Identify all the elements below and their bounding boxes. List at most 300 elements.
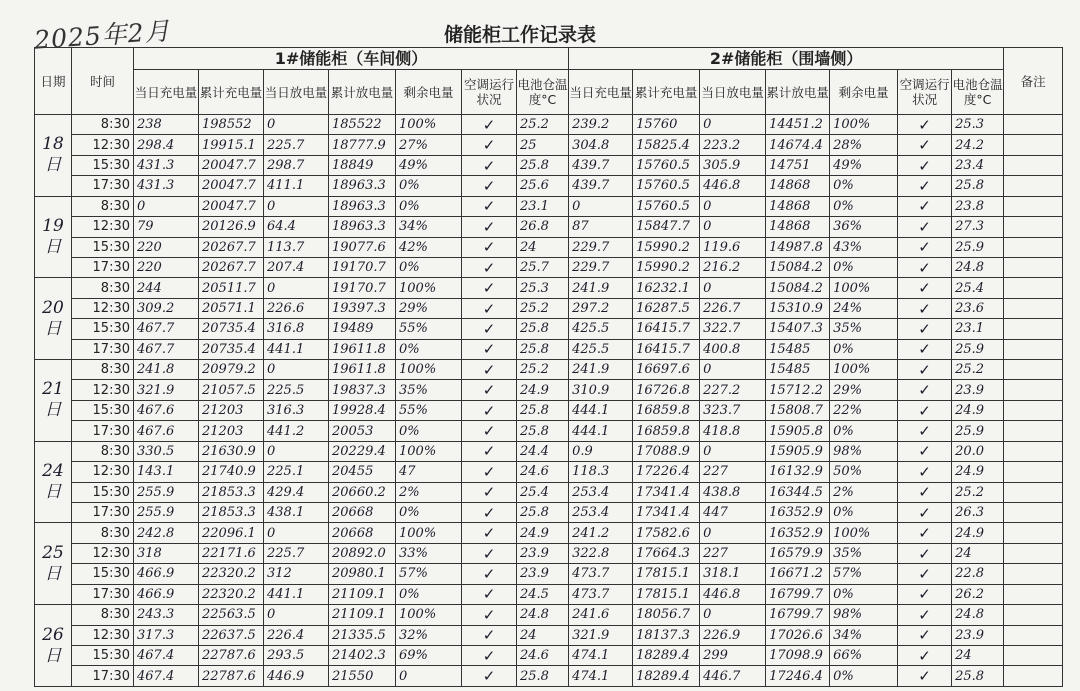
c2-total-discharge-cell: 14751 xyxy=(766,155,830,175)
c2-daily-charge-cell: 87 xyxy=(569,217,633,237)
c1-battery-temp-cell: 24.6 xyxy=(517,645,569,665)
c2-total-charge-cell: 16859.8 xyxy=(633,421,700,441)
c2-ac-status-check-icon: ✓ xyxy=(898,462,952,482)
remarks-cell xyxy=(1004,441,1063,461)
c1-total-charge-cell: 20979.2 xyxy=(199,360,264,380)
remarks-cell xyxy=(1004,155,1063,175)
c1-daily-charge-cell: 220 xyxy=(134,257,199,277)
c1-ac-status-check-icon: ✓ xyxy=(462,482,517,502)
c1-total-charge-cell: 21740.9 xyxy=(199,462,264,482)
c1-daily-discharge-cell: 0 xyxy=(264,196,329,216)
c1-ac-status-check-icon: ✓ xyxy=(462,237,517,257)
c2-remaining-charge-cell: 49% xyxy=(830,155,898,175)
c1-remaining-charge-cell: 29% xyxy=(396,298,462,318)
table-row xyxy=(35,462,1063,482)
c1-daily-charge-cell: 298.4 xyxy=(134,135,199,155)
c2-daily-discharge-cell: 322.7 xyxy=(700,319,766,339)
c1-ac-status-check-icon: ✓ xyxy=(462,360,517,380)
c1-battery-temp-cell: 25.8 xyxy=(517,503,569,523)
c1-daily-charge-cell: 467.4 xyxy=(134,666,199,687)
c1-total-charge-cell: 20511.7 xyxy=(199,278,264,298)
c1-total-discharge-cell: 20455 xyxy=(329,462,396,482)
c2-daily-discharge-cell: 446.7 xyxy=(700,666,766,687)
c1-remaining-charge-cell: 57% xyxy=(396,564,462,584)
c1-daily-discharge-cell: 441.2 xyxy=(264,421,329,441)
c2-daily-discharge-cell: 226.7 xyxy=(700,298,766,318)
c1-daily-charge-cell: 467.6 xyxy=(134,421,199,441)
header-c1-daily-charge: 当日充电量 xyxy=(134,70,199,115)
c1-total-discharge-cell: 21109.1 xyxy=(329,605,396,625)
c2-ac-status-check-icon: ✓ xyxy=(898,115,952,135)
c2-daily-discharge-cell: 0 xyxy=(700,217,766,237)
c2-daily-discharge-cell: 0 xyxy=(700,360,766,380)
c1-battery-temp-cell: 25.8 xyxy=(517,155,569,175)
date-cell: 26日 xyxy=(35,605,72,687)
c1-remaining-charge-cell: 0% xyxy=(396,503,462,523)
remarks-cell xyxy=(1004,319,1063,339)
c1-daily-charge-cell: 242.8 xyxy=(134,523,199,543)
c2-total-discharge-cell: 14451.2 xyxy=(766,115,830,135)
c1-total-discharge-cell: 18777.9 xyxy=(329,135,396,155)
c2-daily-charge-cell: 241.6 xyxy=(569,605,633,625)
c2-ac-status-check-icon: ✓ xyxy=(898,155,952,175)
c2-remaining-charge-cell: 0% xyxy=(830,421,898,441)
header-time: 时间 xyxy=(72,48,134,115)
c2-total-discharge-cell: 15905.8 xyxy=(766,421,830,441)
c1-ac-status-check-icon: ✓ xyxy=(462,605,517,625)
c2-total-charge-cell: 18056.7 xyxy=(633,605,700,625)
c2-total-charge-cell: 17341.4 xyxy=(633,482,700,502)
c2-battery-temp-cell: 24 xyxy=(952,645,1004,665)
c2-battery-temp-cell: 25.9 xyxy=(952,339,1004,359)
c1-daily-charge-cell: 255.9 xyxy=(134,503,199,523)
c2-remaining-charge-cell: 0% xyxy=(830,584,898,604)
c2-battery-temp-cell: 24.8 xyxy=(952,257,1004,277)
c2-ac-status-check-icon: ✓ xyxy=(898,503,952,523)
c1-daily-charge-cell: 244 xyxy=(134,278,199,298)
time-cell: 15:30 xyxy=(72,645,134,665)
c1-daily-charge-cell: 467.6 xyxy=(134,400,199,420)
c2-daily-charge-cell: 297.2 xyxy=(569,298,633,318)
table-row xyxy=(35,584,1063,604)
c1-ac-status-check-icon: ✓ xyxy=(462,298,517,318)
c2-total-charge-cell: 17341.4 xyxy=(633,503,700,523)
c1-daily-charge-cell: 467.7 xyxy=(134,319,199,339)
c1-total-charge-cell: 21057.5 xyxy=(199,380,264,400)
c2-daily-discharge-cell: 227.2 xyxy=(700,380,766,400)
c1-battery-temp-cell: 25.8 xyxy=(517,339,569,359)
time-cell: 12:30 xyxy=(72,543,134,563)
date-cell: 21日 xyxy=(35,360,72,442)
c1-total-charge-cell: 22787.6 xyxy=(199,645,264,665)
c2-battery-temp-cell: 24.9 xyxy=(952,523,1004,543)
c2-daily-charge-cell: 241.9 xyxy=(569,278,633,298)
c1-remaining-charge-cell: 100% xyxy=(396,360,462,380)
c1-remaining-charge-cell: 49% xyxy=(396,155,462,175)
c2-total-discharge-cell: 14674.4 xyxy=(766,135,830,155)
header-c1-remaining: 剩余电量 xyxy=(396,70,462,115)
c2-battery-temp-cell: 26.2 xyxy=(952,584,1004,604)
c2-daily-charge-cell: 304.8 xyxy=(569,135,633,155)
table-row xyxy=(35,564,1063,584)
header-c2-total-discharge: 累计放电量 xyxy=(766,70,830,115)
c2-daily-discharge-cell: 446.8 xyxy=(700,584,766,604)
c2-remaining-charge-cell: 35% xyxy=(830,319,898,339)
c2-battery-temp-cell: 25.9 xyxy=(952,237,1004,257)
c1-battery-temp-cell: 25.8 xyxy=(517,421,569,441)
c1-total-charge-cell: 22637.5 xyxy=(199,625,264,645)
c2-remaining-charge-cell: 100% xyxy=(830,360,898,380)
c2-total-discharge-cell: 15485 xyxy=(766,339,830,359)
c2-remaining-charge-cell: 100% xyxy=(830,278,898,298)
c1-remaining-charge-cell: 100% xyxy=(396,278,462,298)
header-date: 日期 xyxy=(35,48,72,115)
c2-total-discharge-cell: 16352.9 xyxy=(766,523,830,543)
c2-daily-charge-cell: 439.7 xyxy=(569,176,633,196)
c2-battery-temp-cell: 23.6 xyxy=(952,298,1004,318)
c1-daily-charge-cell: 466.9 xyxy=(134,564,199,584)
c1-battery-temp-cell: 25.3 xyxy=(517,278,569,298)
c2-total-discharge-cell: 16344.5 xyxy=(766,482,830,502)
c1-daily-discharge-cell: 441.1 xyxy=(264,584,329,604)
c1-total-discharge-cell: 19928.4 xyxy=(329,400,396,420)
c1-ac-status-check-icon: ✓ xyxy=(462,339,517,359)
table-row xyxy=(35,625,1063,645)
c1-daily-charge-cell: 238 xyxy=(134,115,199,135)
c2-daily-discharge-cell: 438.8 xyxy=(700,482,766,502)
c2-ac-status-check-icon: ✓ xyxy=(898,645,952,665)
c2-daily-charge-cell: 241.2 xyxy=(569,523,633,543)
header-c1-total-discharge: 累计放电量 xyxy=(329,70,396,115)
c2-total-discharge-cell: 15905.9 xyxy=(766,441,830,461)
c2-daily-discharge-cell: 226.9 xyxy=(700,625,766,645)
c2-total-discharge-cell: 15084.2 xyxy=(766,278,830,298)
c2-remaining-charge-cell: 0% xyxy=(830,176,898,196)
c2-battery-temp-cell: 23.4 xyxy=(952,155,1004,175)
c2-remaining-charge-cell: 0% xyxy=(830,666,898,687)
c2-daily-charge-cell: 239.2 xyxy=(569,115,633,135)
table-row xyxy=(35,503,1063,523)
table-row xyxy=(35,666,1063,687)
energy-storage-log-table xyxy=(34,47,1063,687)
c2-daily-discharge-cell: 0 xyxy=(700,196,766,216)
c2-daily-charge-cell: 241.9 xyxy=(569,360,633,380)
c1-total-discharge-cell: 20668 xyxy=(329,503,396,523)
c2-daily-charge-cell: 310.9 xyxy=(569,380,633,400)
c1-daily-charge-cell: 243.3 xyxy=(134,605,199,625)
c1-total-charge-cell: 21853.3 xyxy=(199,503,264,523)
c1-total-charge-cell: 22787.6 xyxy=(199,666,264,687)
table-row xyxy=(35,380,1063,400)
c1-total-discharge-cell: 20892.0 xyxy=(329,543,396,563)
c1-daily-discharge-cell: 446.9 xyxy=(264,666,329,687)
header-cabinet-1: 1#储能柜（车间侧） xyxy=(134,48,569,70)
c1-battery-temp-cell: 24 xyxy=(517,625,569,645)
c1-total-charge-cell: 21853.3 xyxy=(199,482,264,502)
c1-daily-discharge-cell: 225.7 xyxy=(264,543,329,563)
c2-ac-status-check-icon: ✓ xyxy=(898,237,952,257)
c2-total-discharge-cell: 16352.9 xyxy=(766,503,830,523)
c1-total-charge-cell: 21203 xyxy=(199,421,264,441)
c1-remaining-charge-cell: 55% xyxy=(396,319,462,339)
remarks-cell xyxy=(1004,380,1063,400)
c1-remaining-charge-cell: 55% xyxy=(396,400,462,420)
c1-total-discharge-cell: 20668 xyxy=(329,523,396,543)
c2-ac-status-check-icon: ✓ xyxy=(898,421,952,441)
c2-total-discharge-cell: 14868 xyxy=(766,217,830,237)
remarks-cell xyxy=(1004,523,1063,543)
c2-daily-charge-cell: 444.1 xyxy=(569,421,633,441)
c2-total-charge-cell: 15760.5 xyxy=(633,196,700,216)
c1-remaining-charge-cell: 0% xyxy=(396,176,462,196)
c1-remaining-charge-cell: 100% xyxy=(396,115,462,135)
remarks-cell xyxy=(1004,217,1063,237)
c1-total-discharge-cell: 20229.4 xyxy=(329,441,396,461)
page-title: 储能柜工作记录表 xyxy=(443,24,596,46)
c1-ac-status-check-icon: ✓ xyxy=(462,625,517,645)
c1-daily-charge-cell: 321.9 xyxy=(134,380,199,400)
c2-ac-status-check-icon: ✓ xyxy=(898,400,952,420)
c1-daily-discharge-cell: 225.1 xyxy=(264,462,329,482)
c1-remaining-charge-cell: 34% xyxy=(396,217,462,237)
c2-total-charge-cell: 15825.4 xyxy=(633,135,700,155)
c2-total-charge-cell: 16287.5 xyxy=(633,298,700,318)
c1-ac-status-check-icon: ✓ xyxy=(462,196,517,216)
c2-daily-discharge-cell: 216.2 xyxy=(700,257,766,277)
remarks-cell xyxy=(1004,278,1063,298)
c1-remaining-charge-cell: 42% xyxy=(396,237,462,257)
c1-total-discharge-cell: 21109.1 xyxy=(329,584,396,604)
c1-total-discharge-cell: 21335.5 xyxy=(329,625,396,645)
c1-ac-status-check-icon: ✓ xyxy=(462,564,517,584)
c1-daily-charge-cell: 330.5 xyxy=(134,441,199,461)
c1-battery-temp-cell: 25.2 xyxy=(517,298,569,318)
c1-remaining-charge-cell: 100% xyxy=(396,441,462,461)
c2-total-discharge-cell: 17098.9 xyxy=(766,645,830,665)
c1-total-charge-cell: 20735.4 xyxy=(199,319,264,339)
remarks-cell xyxy=(1004,503,1063,523)
c2-daily-discharge-cell: 418.8 xyxy=(700,421,766,441)
c1-daily-discharge-cell: 312 xyxy=(264,564,329,584)
c2-total-discharge-cell: 17026.6 xyxy=(766,625,830,645)
c2-battery-temp-cell: 22.8 xyxy=(952,564,1004,584)
c2-remaining-charge-cell: 35% xyxy=(830,543,898,563)
time-cell: 12:30 xyxy=(72,135,134,155)
c1-total-charge-cell: 20047.7 xyxy=(199,176,264,196)
c2-ac-status-check-icon: ✓ xyxy=(898,217,952,237)
table-row xyxy=(35,155,1063,175)
c2-remaining-charge-cell: 0% xyxy=(830,196,898,216)
c2-daily-discharge-cell: 223.2 xyxy=(700,135,766,155)
c2-daily-charge-cell: 439.7 xyxy=(569,155,633,175)
c2-daily-discharge-cell: 0 xyxy=(700,278,766,298)
time-cell: 15:30 xyxy=(72,400,134,420)
c2-remaining-charge-cell: 29% xyxy=(830,380,898,400)
c2-daily-discharge-cell: 119.6 xyxy=(700,237,766,257)
c1-remaining-charge-cell: 100% xyxy=(396,605,462,625)
c1-daily-discharge-cell: 0 xyxy=(264,441,329,461)
time-cell: 15:30 xyxy=(72,237,134,257)
c1-ac-status-check-icon: ✓ xyxy=(462,523,517,543)
c2-battery-temp-cell: 25.2 xyxy=(952,360,1004,380)
c1-daily-discharge-cell: 316.3 xyxy=(264,400,329,420)
c1-daily-discharge-cell: 429.4 xyxy=(264,482,329,502)
c1-total-discharge-cell: 19489 xyxy=(329,319,396,339)
c2-remaining-charge-cell: 0% xyxy=(830,257,898,277)
c1-daily-discharge-cell: 438.1 xyxy=(264,503,329,523)
c2-total-discharge-cell: 16132.9 xyxy=(766,462,830,482)
c1-total-charge-cell: 20126.9 xyxy=(199,217,264,237)
remarks-cell xyxy=(1004,666,1063,687)
c2-daily-discharge-cell: 299 xyxy=(700,645,766,665)
date-cell: 20日 xyxy=(35,278,72,360)
c1-total-charge-cell: 22320.2 xyxy=(199,564,264,584)
c1-daily-discharge-cell: 0 xyxy=(264,523,329,543)
c2-daily-charge-cell: 474.1 xyxy=(569,645,633,665)
table-row xyxy=(35,196,1063,216)
c2-daily-discharge-cell: 318.1 xyxy=(700,564,766,584)
time-cell: 15:30 xyxy=(72,319,134,339)
c2-total-discharge-cell: 15712.2 xyxy=(766,380,830,400)
c2-remaining-charge-cell: 98% xyxy=(830,441,898,461)
header-c2-ac-status: 空调运行状况 xyxy=(898,70,952,115)
c1-total-discharge-cell: 21402.3 xyxy=(329,645,396,665)
c2-remaining-charge-cell: 100% xyxy=(830,523,898,543)
c2-battery-temp-cell: 24.2 xyxy=(952,135,1004,155)
c2-total-charge-cell: 17582.6 xyxy=(633,523,700,543)
remarks-cell xyxy=(1004,584,1063,604)
c2-total-discharge-cell: 15084.2 xyxy=(766,257,830,277)
c1-total-charge-cell: 22563.5 xyxy=(199,605,264,625)
c1-battery-temp-cell: 25.4 xyxy=(517,482,569,502)
c1-total-discharge-cell: 19170.7 xyxy=(329,257,396,277)
c2-daily-charge-cell: 322.8 xyxy=(569,543,633,563)
date-cell: 18日 xyxy=(35,115,72,197)
c2-daily-discharge-cell: 323.7 xyxy=(700,400,766,420)
c1-total-charge-cell: 20047.7 xyxy=(199,155,264,175)
c2-remaining-charge-cell: 57% xyxy=(830,564,898,584)
c1-daily-charge-cell: 467.4 xyxy=(134,645,199,665)
c1-remaining-charge-cell: 33% xyxy=(396,543,462,563)
c2-daily-charge-cell: 229.7 xyxy=(569,257,633,277)
c2-daily-discharge-cell: 0 xyxy=(700,605,766,625)
c2-total-discharge-cell: 17246.4 xyxy=(766,666,830,687)
time-cell: 12:30 xyxy=(72,298,134,318)
remarks-cell xyxy=(1004,625,1063,645)
header-c2-total-charge: 累计充电量 xyxy=(633,70,700,115)
c2-remaining-charge-cell: 28% xyxy=(830,135,898,155)
log-table-body xyxy=(35,115,1063,687)
c2-daily-charge-cell: 473.7 xyxy=(569,584,633,604)
c1-daily-charge-cell: 309.2 xyxy=(134,298,199,318)
date-cell: 19日 xyxy=(35,196,72,278)
c1-daily-discharge-cell: 207.4 xyxy=(264,257,329,277)
c1-remaining-charge-cell: 32% xyxy=(396,625,462,645)
c2-battery-temp-cell: 25.3 xyxy=(952,115,1004,135)
c1-daily-charge-cell: 317.3 xyxy=(134,625,199,645)
c2-battery-temp-cell: 20.0 xyxy=(952,441,1004,461)
remarks-cell xyxy=(1004,543,1063,563)
time-cell: 12:30 xyxy=(72,462,134,482)
c2-total-charge-cell: 16697.6 xyxy=(633,360,700,380)
c2-daily-charge-cell: 229.7 xyxy=(569,237,633,257)
c2-daily-discharge-cell: 227 xyxy=(700,543,766,563)
remarks-cell xyxy=(1004,564,1063,584)
c2-ac-status-check-icon: ✓ xyxy=(898,196,952,216)
c2-remaining-charge-cell: 43% xyxy=(830,237,898,257)
c2-total-charge-cell: 16859.8 xyxy=(633,400,700,420)
c2-battery-temp-cell: 25.8 xyxy=(952,176,1004,196)
c1-remaining-charge-cell: 100% xyxy=(396,523,462,543)
c1-total-charge-cell: 20047.7 xyxy=(199,196,264,216)
time-cell: 17:30 xyxy=(72,421,134,441)
table-row xyxy=(35,339,1063,359)
c2-total-charge-cell: 17815.1 xyxy=(633,584,700,604)
time-cell: 8:30 xyxy=(72,605,134,625)
remarks-cell xyxy=(1004,645,1063,665)
c1-daily-discharge-cell: 225.7 xyxy=(264,135,329,155)
c1-battery-temp-cell: 23.9 xyxy=(517,543,569,563)
remarks-cell xyxy=(1004,360,1063,380)
c1-total-discharge-cell: 19170.7 xyxy=(329,278,396,298)
c1-total-discharge-cell: 18963.3 xyxy=(329,196,396,216)
table-row xyxy=(35,421,1063,441)
c1-daily-discharge-cell: 225.5 xyxy=(264,380,329,400)
c1-ac-status-check-icon: ✓ xyxy=(462,462,517,482)
c2-total-charge-cell: 17088.9 xyxy=(633,441,700,461)
c1-battery-temp-cell: 24 xyxy=(517,237,569,257)
c1-ac-status-check-icon: ✓ xyxy=(462,543,517,563)
header-c1-ac-status: 空调运行状况 xyxy=(462,70,517,115)
c1-total-charge-cell: 21630.9 xyxy=(199,441,264,461)
c2-total-charge-cell: 17226.4 xyxy=(633,462,700,482)
table-row xyxy=(35,543,1063,563)
c1-daily-charge-cell: 431.3 xyxy=(134,176,199,196)
table-row xyxy=(35,298,1063,318)
time-cell: 17:30 xyxy=(72,584,134,604)
c2-total-discharge-cell: 16799.7 xyxy=(766,605,830,625)
c2-ac-status-check-icon: ✓ xyxy=(898,625,952,645)
c1-battery-temp-cell: 25.7 xyxy=(517,257,569,277)
c2-total-charge-cell: 18137.3 xyxy=(633,625,700,645)
time-cell: 8:30 xyxy=(72,115,134,135)
c1-daily-charge-cell: 431.3 xyxy=(134,155,199,175)
c2-remaining-charge-cell: 0% xyxy=(830,503,898,523)
c2-total-discharge-cell: 15407.3 xyxy=(766,319,830,339)
c2-battery-temp-cell: 23.1 xyxy=(952,319,1004,339)
c2-total-discharge-cell: 14987.8 xyxy=(766,237,830,257)
c1-total-discharge-cell: 21550 xyxy=(329,666,396,687)
c2-ac-status-check-icon: ✓ xyxy=(898,298,952,318)
c1-remaining-charge-cell: 0% xyxy=(396,339,462,359)
remarks-cell xyxy=(1004,421,1063,441)
c2-daily-charge-cell: 0 xyxy=(569,196,633,216)
c1-ac-status-check-icon: ✓ xyxy=(462,217,517,237)
c2-battery-temp-cell: 24.9 xyxy=(952,400,1004,420)
c2-total-charge-cell: 16415.7 xyxy=(633,339,700,359)
c2-daily-discharge-cell: 227 xyxy=(700,462,766,482)
c1-total-charge-cell: 20571.1 xyxy=(199,298,264,318)
c2-remaining-charge-cell: 98% xyxy=(830,605,898,625)
c2-ac-status-check-icon: ✓ xyxy=(898,441,952,461)
c1-battery-temp-cell: 23.9 xyxy=(517,564,569,584)
header-c2-daily-discharge: 当日放电量 xyxy=(700,70,766,115)
c2-total-charge-cell: 18289.4 xyxy=(633,645,700,665)
time-cell: 8:30 xyxy=(72,441,134,461)
time-cell: 8:30 xyxy=(72,196,134,216)
c2-daily-charge-cell: 425.5 xyxy=(569,319,633,339)
c1-remaining-charge-cell: 0% xyxy=(396,257,462,277)
